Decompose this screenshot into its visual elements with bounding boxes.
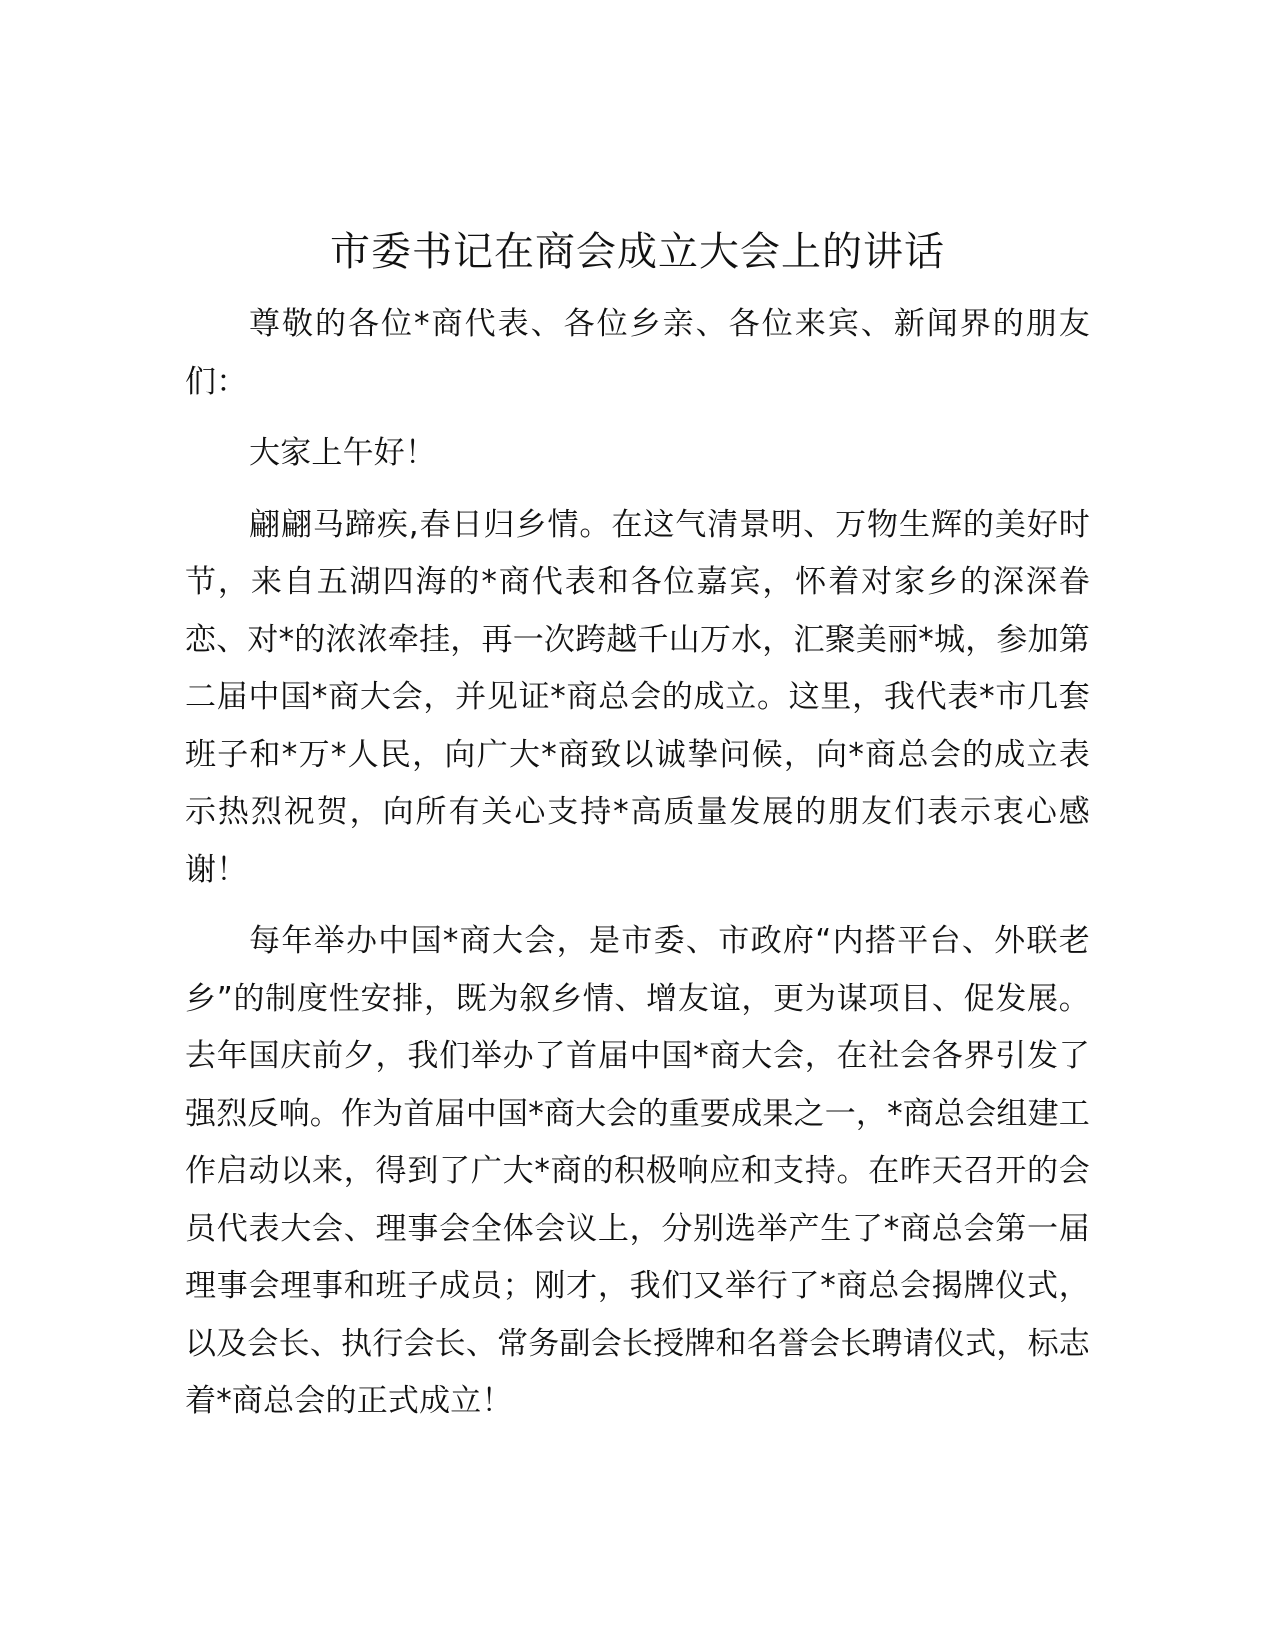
greeting: 大家上午好！ bbox=[249, 435, 437, 471]
body-paragraph-2: 每年举办中国*商大会，是市委、市政府“内搭平台、外联老乡”的制度性安排，既为叙乡情、增友谊，更为谋项目、促发展。去年国庆前夕，我们举办了首届中国*商大会，在社会各界引发了强烈反响。作为首届中国*商大会的重要成果之一，*商总会组建工作启动以来，得到了广大*商的积极响应和支持。在昨天召开的会员代表大会、理事会全体会议上，分别选举产生了*商总会第一届理事会理事和班子成员；刚才，我们又举行了*商总会揭牌仪式，以及会长、执行会长、常务副会长授牌和名誉会长聘请仪式，标志着*商总会的正式成立！ bbox=[185, 923, 1090, 1419]
document-page bbox=[185, 224, 1090, 1439]
body-paragraph-1: 翩翩马蹄疾,春日归乡情。在这气清景明、万物生辉的美好时节，来自五湖四海的*商代表和各位嘉宾，怀着对家乡的深深眷恋、对*的浓浓牵挂，再一次跨越千山万水，汇聚美丽*城，参加第二届中国*商大会，并见证*商总会的成立。这里，我代表*市几套班子和*万*人民，向广大*商致以诚挚问候，向*商总会的成立表示热烈祝贺，向所有关心支持*高质量发展的朋友们表示衷心感谢！ bbox=[185, 506, 1090, 888]
document-title: 市委书记在商会成立大会上的讲话 bbox=[330, 229, 945, 275]
salutation: 尊敬的各位*商代表、各位乡亲、各位来宾、新闻界的朋友们： bbox=[185, 306, 1090, 400]
